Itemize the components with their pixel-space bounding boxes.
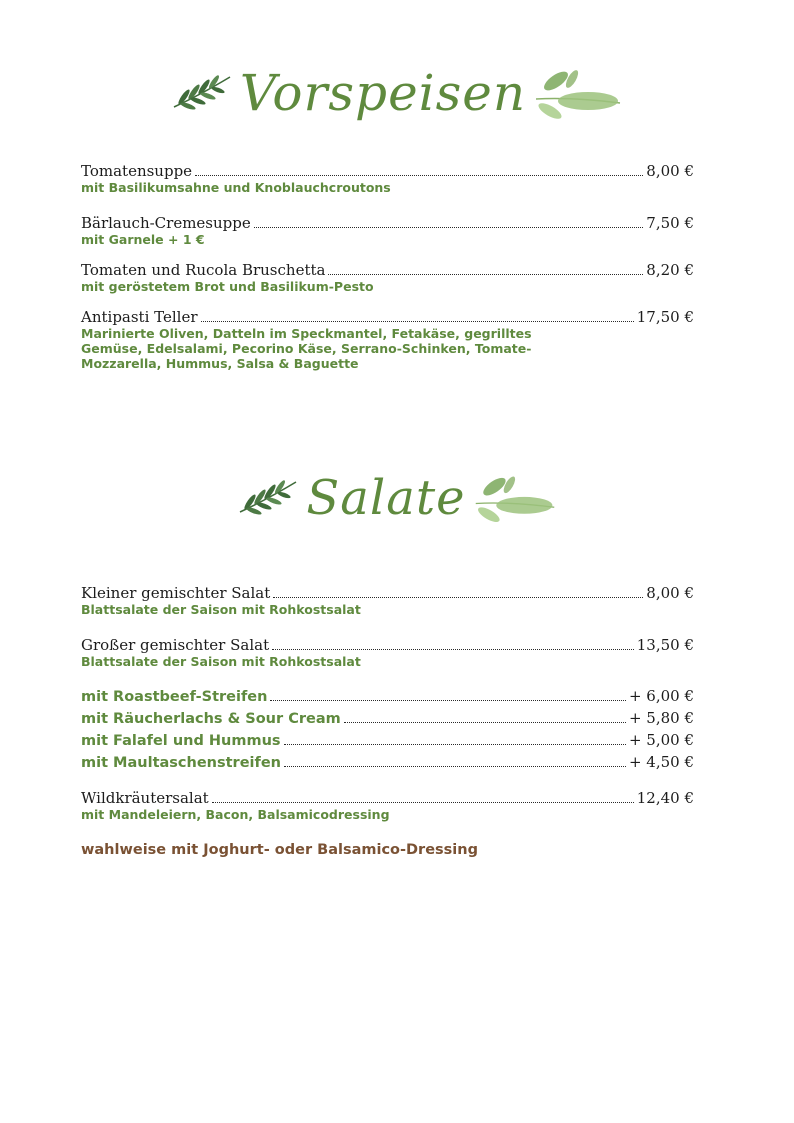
addon-item (81, 731, 694, 749)
item-name: Großer gemischter Salat (81, 636, 270, 654)
addon-price: + 6,00 € (628, 687, 694, 705)
item-price: 8,00 € (646, 584, 694, 602)
item-description-line: Gemüse, Edelsalami, Pecorino Käse, Serrano-Schinken, Tomate- (81, 341, 532, 356)
dot-leader (284, 744, 626, 745)
leaf-branch-icon (532, 59, 624, 127)
menu-item (81, 636, 694, 669)
item-description: mit geröstetem Brot und Basilikum-Pesto (81, 279, 374, 294)
addon-name: mit Maultaschenstreifen (81, 755, 281, 771)
item-name: Wildkräutersalat (81, 789, 209, 807)
addon-item (81, 687, 694, 705)
item-description: Blattsalate der Saison mit Rohkostsalat (81, 654, 361, 669)
addon-name: mit Räucherlachs & Sour Cream (81, 711, 341, 727)
fern-sprig-icon (170, 69, 234, 117)
item-description-line: Mozzarella, Hummus, Salsa & Baguette (81, 356, 359, 371)
dressing-note: wahlweise mit Joghurt- oder Balsamico-Dressing (81, 842, 478, 858)
addon-name: mit Roastbeef-Streifen (81, 689, 268, 705)
menu-item (81, 261, 694, 294)
item-price: 13,50 € (636, 636, 694, 654)
dot-leader (270, 700, 626, 701)
item-name: Tomaten und Rucola Bruschetta (81, 261, 326, 279)
addon-price: + 5,00 € (628, 731, 694, 749)
salads-heading (0, 462, 794, 534)
dot-leader (195, 175, 643, 176)
menu-item (81, 584, 694, 617)
leaf-branch-icon (472, 466, 558, 530)
starters-heading (0, 48, 794, 138)
item-price: 8,20 € (646, 261, 694, 279)
addon-price: + 4,50 € (628, 753, 694, 771)
item-name: Bärlauch-Cremesuppe (81, 214, 251, 232)
menu-item (81, 308, 694, 371)
dot-leader (272, 649, 634, 650)
item-price: 17,50 € (636, 308, 694, 326)
item-description: mit Garnele + 1 € (81, 232, 205, 247)
dot-leader (328, 274, 643, 275)
item-description: mit Basilikumsahne und Knoblauchcroutons (81, 180, 391, 195)
item-name: Tomatensuppe (81, 162, 193, 180)
dot-leader (344, 722, 626, 723)
starters-title: Vorspeisen (239, 64, 527, 122)
menu-item (81, 162, 694, 195)
dot-leader (273, 597, 643, 598)
item-price: 12,40 € (636, 789, 694, 807)
fern-sprig-icon (236, 474, 300, 522)
addon-price: + 5,80 € (628, 709, 694, 727)
dot-leader (254, 227, 644, 228)
item-description-line: Marinierte Oliven, Datteln im Speckmantel, Fetakäse, gegrilltes (81, 326, 532, 341)
menu-item (81, 789, 694, 822)
item-price: 7,50 € (646, 214, 694, 232)
item-name: Antipasti Teller (81, 308, 198, 326)
item-price: 8,00 € (646, 162, 694, 180)
addon-item (81, 709, 694, 727)
dot-leader (212, 802, 634, 803)
addon-name: mit Falafel und Hummus (81, 733, 281, 749)
salads-title: Salate (306, 470, 466, 526)
item-description: mit Mandeleiern, Bacon, Balsamicodressing (81, 807, 390, 822)
dot-leader (201, 321, 634, 322)
item-name: Kleiner gemischter Salat (81, 584, 271, 602)
addon-item (81, 753, 694, 771)
item-description: Blattsalate der Saison mit Rohkostsalat (81, 602, 361, 617)
menu-item (81, 214, 694, 247)
dot-leader (284, 766, 626, 767)
